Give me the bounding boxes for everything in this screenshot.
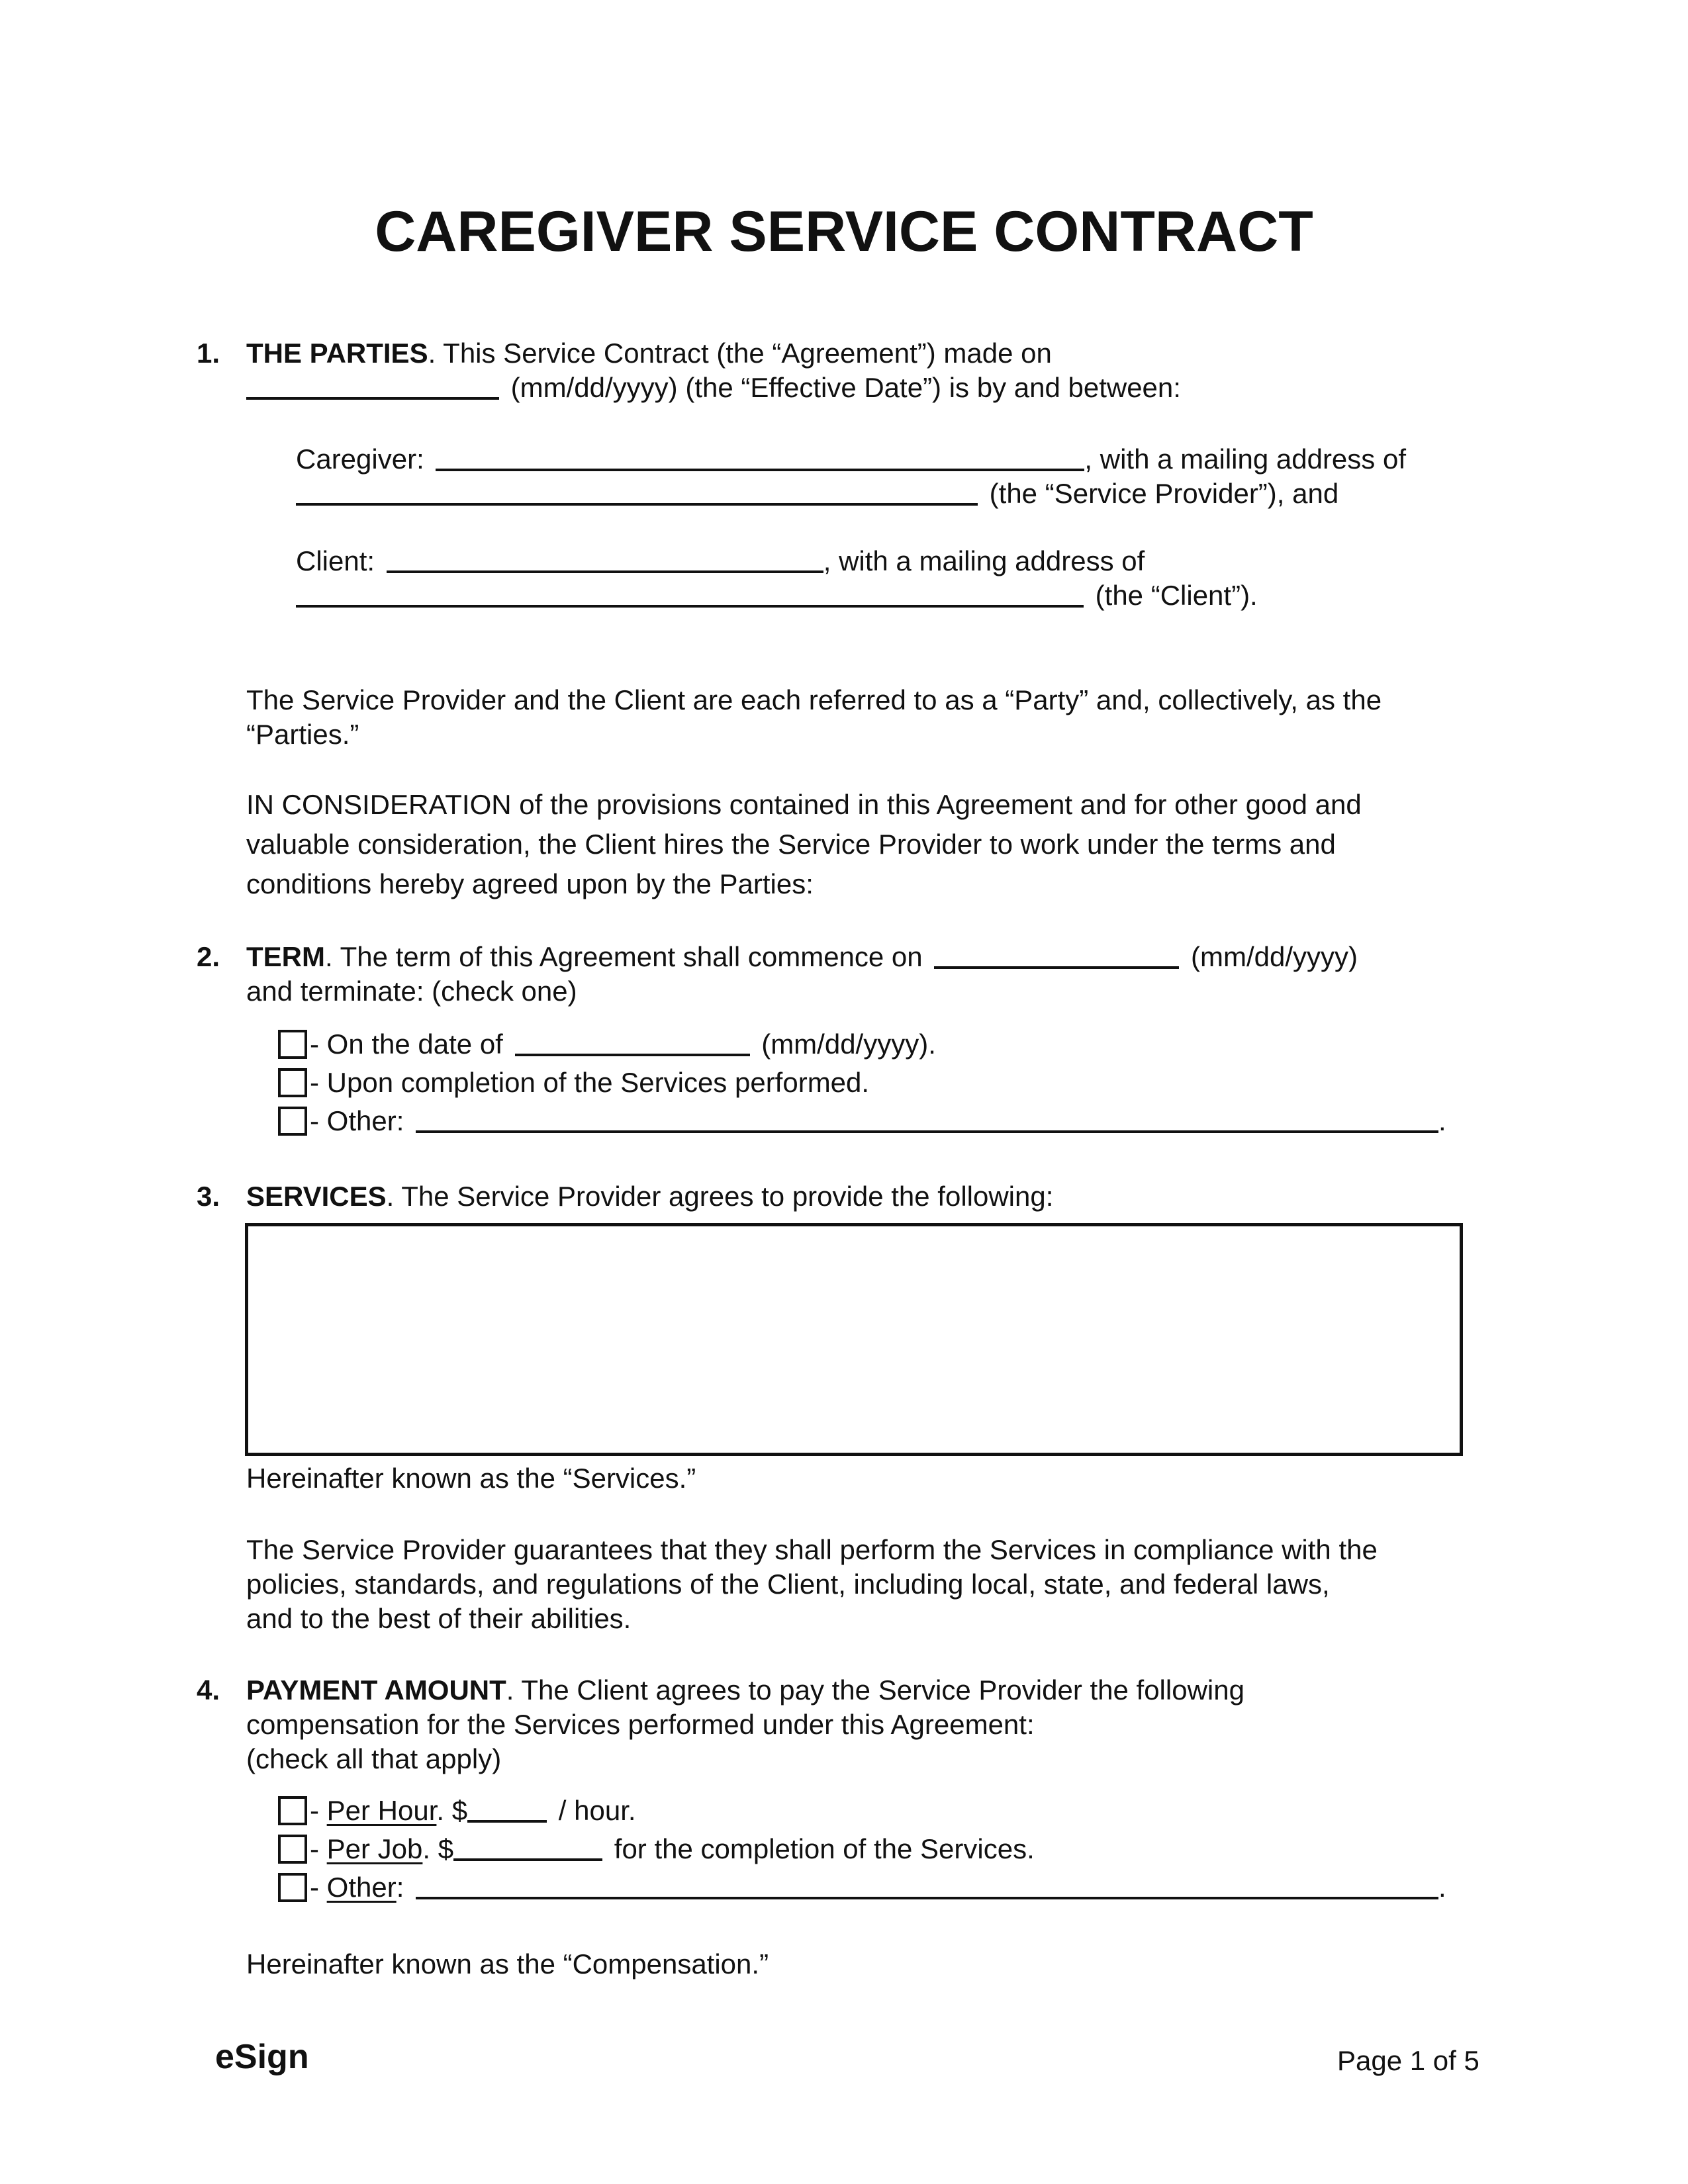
section-2-line1 bbox=[246, 940, 1358, 974]
term-option-2 bbox=[278, 1066, 869, 1100]
section-3-heading: SERVICES bbox=[246, 1181, 387, 1212]
client-label: Client: bbox=[296, 545, 375, 576]
parties-para-line1: The Service Provider and the Client are each referred to as a “Party” and, collectively, as the bbox=[246, 684, 1382, 715]
client-address-line bbox=[296, 578, 1258, 613]
term-option-3-prefix: - Other: bbox=[310, 1105, 404, 1136]
per-hour-label: Per Hour bbox=[326, 1795, 437, 1826]
effective-date-suffix: (mm/dd/yyyy) (the “Effective Date”) is by and between: bbox=[510, 372, 1181, 403]
term-option-2-checkbox[interactable] bbox=[278, 1068, 307, 1097]
per-job-dash: - bbox=[310, 1833, 327, 1864]
document-title: CAREGIVER SERVICE CONTRACT bbox=[375, 200, 1313, 263]
term-date-suffix: (mm/dd/yyyy) bbox=[1191, 941, 1358, 972]
services-hereinafter: Hereinafter known as the “Services.” bbox=[246, 1463, 696, 1494]
caregiver-address-field[interactable] bbox=[296, 479, 978, 506]
page-number: Page 1 of 5 bbox=[1337, 2045, 1479, 2076]
term-option-2-label: - Upon completion of the Services performed. bbox=[310, 1067, 870, 1098]
per-hour-checkbox[interactable] bbox=[278, 1796, 307, 1825]
term-option-1-checkbox[interactable] bbox=[278, 1030, 307, 1059]
section-1-intro: . This Service Contract (the “Agreement”) made on bbox=[428, 338, 1052, 369]
per-job-suffix: for the completion of the Services. bbox=[614, 1833, 1035, 1864]
section-2-line2: and terminate: (check one) bbox=[246, 976, 577, 1007]
payment-other-colon: : bbox=[396, 1872, 404, 1903]
section-4-intro: . The Client agrees to pay the Service Provider the following bbox=[506, 1674, 1244, 1706]
client-line bbox=[296, 544, 1145, 578]
section-3-line1 bbox=[246, 1179, 1053, 1214]
section-3-intro: . The Service Provider agrees to provide the following: bbox=[386, 1181, 1054, 1212]
hourly-rate-field[interactable] bbox=[467, 1796, 547, 1823]
per-job-mid: . $ bbox=[422, 1833, 454, 1864]
term-end-date-field[interactable] bbox=[515, 1030, 750, 1056]
consideration-line3: conditions hereby agreed upon by the Parties: bbox=[246, 868, 814, 899]
guarantee-line3: and to the best of their abilities. bbox=[246, 1603, 632, 1634]
section-1-heading: THE PARTIES bbox=[246, 338, 428, 369]
effective-date-field[interactable] bbox=[246, 373, 499, 400]
section-1-number: 1. bbox=[197, 338, 220, 369]
client-address-suffix: (the “Client”). bbox=[1095, 580, 1258, 611]
caregiver-suffix: , with a mailing address of bbox=[1084, 443, 1406, 475]
compensation-hereinafter: Hereinafter known as the “Compensation.” bbox=[246, 1948, 769, 1979]
services-text-box[interactable] bbox=[245, 1223, 1463, 1456]
guarantee-line1: The Service Provider guarantees that they shall perform the Services in compliance with the bbox=[246, 1534, 1378, 1565]
client-suffix: , with a mailing address of bbox=[823, 545, 1145, 576]
payment-per-job bbox=[278, 1832, 1035, 1866]
provider-address-line bbox=[296, 477, 1338, 511]
section-4-number: 4. bbox=[197, 1674, 220, 1706]
term-option-3 bbox=[278, 1104, 1446, 1138]
section-4-line1 bbox=[246, 1673, 1244, 1707]
caregiver-label: Caregiver: bbox=[296, 443, 424, 475]
job-rate-field[interactable] bbox=[453, 1835, 602, 1861]
per-hour-suffix: / hour. bbox=[558, 1795, 636, 1826]
payment-other-suffix: . bbox=[1438, 1872, 1446, 1903]
per-hour-mid: . $ bbox=[436, 1795, 468, 1826]
payment-other-field[interactable] bbox=[416, 1873, 1438, 1899]
payment-other-label: Other bbox=[326, 1872, 397, 1903]
section-3-number: 3. bbox=[197, 1181, 220, 1212]
payment-other-dash: - bbox=[310, 1872, 327, 1903]
per-job-checkbox[interactable] bbox=[278, 1835, 307, 1864]
client-address-field[interactable] bbox=[296, 581, 1084, 608]
section-2-heading: TERM bbox=[246, 941, 325, 972]
guarantee-line2: policies, standards, and regulations of the Client, including local, state, and federal laws, bbox=[246, 1569, 1330, 1600]
provider-suffix: (the “Service Provider”), and bbox=[989, 478, 1339, 509]
consideration-line2: valuable consideration, the Client hires the Service Provider to work under the terms and bbox=[246, 829, 1336, 860]
term-option-1 bbox=[278, 1027, 936, 1062]
term-option-1-suffix: (mm/dd/yyyy). bbox=[761, 1028, 936, 1060]
client-name-field[interactable] bbox=[387, 547, 823, 573]
payment-per-hour bbox=[278, 1794, 636, 1828]
caregiver-line bbox=[296, 442, 1406, 477]
esign-logo: eSign bbox=[215, 2038, 309, 2076]
section-1-line1 bbox=[246, 336, 1052, 371]
payment-other-checkbox[interactable] bbox=[278, 1873, 307, 1902]
parties-para-line2: “Parties.” bbox=[246, 719, 359, 750]
per-hour-dash: - bbox=[310, 1795, 327, 1826]
term-option-3-checkbox[interactable] bbox=[278, 1107, 307, 1136]
per-job-label: Per Job bbox=[326, 1833, 423, 1864]
section-2-number: 2. bbox=[197, 941, 220, 972]
section-4-heading: PAYMENT AMOUNT bbox=[246, 1674, 506, 1706]
section-4-line3: (check all that apply) bbox=[246, 1743, 502, 1774]
payment-other bbox=[278, 1870, 1446, 1905]
term-option-1-prefix: - On the date of bbox=[310, 1028, 503, 1060]
term-start-date-field[interactable] bbox=[934, 942, 1179, 969]
section-2-intro: . The term of this Agreement shall commence on bbox=[325, 941, 923, 972]
term-other-field[interactable] bbox=[416, 1107, 1438, 1133]
section-4-line2: compensation for the Services performed under this Agreement: bbox=[246, 1709, 1035, 1740]
term-option-3-suffix: . bbox=[1438, 1105, 1446, 1136]
caregiver-name-field[interactable] bbox=[436, 445, 1084, 471]
section-1-line2 bbox=[246, 371, 1181, 405]
consideration-line1: IN CONSIDERATION of the provisions contained in this Agreement and for other good and bbox=[246, 789, 1362, 820]
